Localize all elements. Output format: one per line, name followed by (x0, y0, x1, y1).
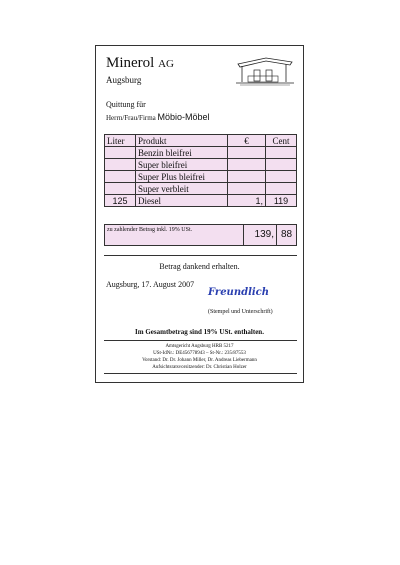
header-euro: € (228, 135, 266, 147)
recipient-label: Herrn/Frau/Firma (106, 114, 156, 122)
table-row (105, 159, 297, 171)
cell-euro (228, 147, 266, 159)
company-name: Minerol AG (106, 55, 174, 71)
cell-product: Diesel (136, 195, 228, 207)
recipient-name: Möbio-Möbel (157, 112, 210, 122)
cell-product: Benzin bleifrei (136, 147, 228, 159)
recipient-line (106, 112, 210, 122)
cell-euro (228, 183, 266, 195)
cell-liter (105, 147, 136, 159)
legal-line: USt-IdNr.: DE456778943 – St-Nr.: 235/87553 (153, 351, 246, 356)
total-box (104, 224, 297, 246)
received-note: Betrag dankend erhalten. (159, 262, 240, 271)
date-line: Augsburg, 17. August 2007 (106, 280, 195, 289)
legal-footer (96, 343, 303, 371)
header-liter: Liter (105, 135, 136, 147)
company-city: Augsburg (106, 75, 142, 85)
gas-station-icon (236, 54, 294, 86)
cell-liter: 125 (105, 195, 136, 207)
divider (104, 255, 297, 256)
cell-euro (228, 159, 266, 171)
total-euro: 139, (243, 225, 277, 245)
receipt-card (95, 45, 304, 383)
table-header-row (105, 135, 297, 147)
table-row (105, 183, 297, 195)
cell-cent (266, 159, 297, 171)
cell-liter (105, 183, 136, 195)
signature: Freundlich (208, 287, 270, 298)
cell-product: Super verbleit (136, 183, 228, 195)
table-row (105, 171, 297, 183)
total-cent: 88 (280, 229, 293, 240)
cell-cent (266, 147, 297, 159)
vat-note: Im Gesamtbetrag sind 19% USt. enthalten. (135, 328, 264, 336)
cell-product: Super bleifrei (136, 159, 228, 171)
cell-product: Super Plus bleifrei (136, 171, 228, 183)
cell-cent (266, 171, 297, 183)
table-row (105, 195, 297, 207)
header-product: Produkt (136, 135, 228, 147)
legal-line: Amtsgericht Augsburg HRB 5217 (165, 344, 234, 349)
cell-cent (266, 183, 297, 195)
fuel-table (104, 134, 297, 207)
legal-line: Aufsichtsratsvorsitzender: Dr. Christian Holzer (152, 365, 247, 370)
divider (104, 340, 297, 341)
table-row (105, 147, 297, 159)
legal-line: Vorstand: Dr. Dr. Johann Miller, Dr. Andreas Liebermann (142, 358, 257, 363)
receipt-title: Quittung für (106, 100, 146, 109)
cell-liter (105, 171, 136, 183)
cell-euro: 1, (228, 195, 266, 207)
divider (104, 373, 297, 374)
cell-liter (105, 159, 136, 171)
stamp-label: (Stempel und Unterschrift) (208, 309, 273, 315)
cell-euro (228, 171, 266, 183)
header-cent: Cent (266, 135, 297, 147)
total-label: zu zahlender Betrag inkl. 19% USt. (107, 227, 193, 233)
cell-cent: 119 (266, 195, 297, 207)
